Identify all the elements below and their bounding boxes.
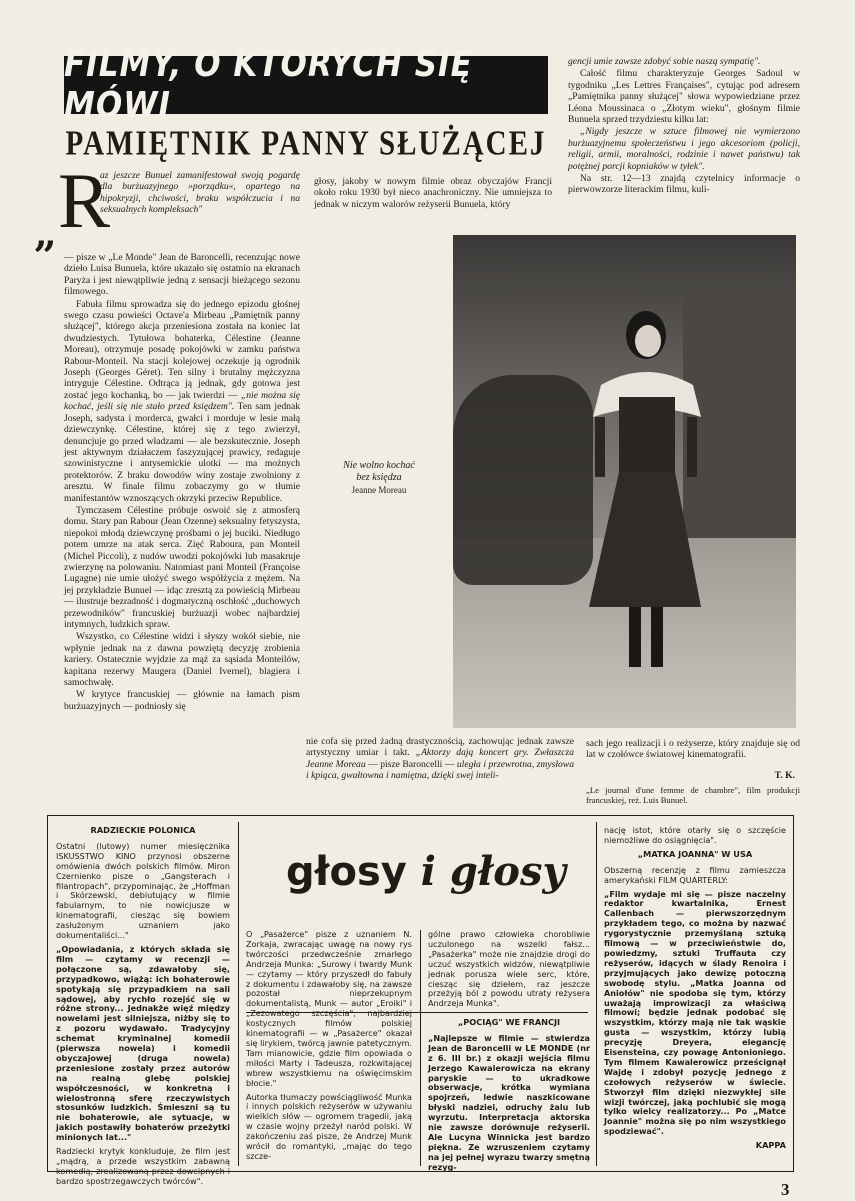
col1-paragraph-2-quote: „nie można się kochać, jeśli się nie stało przed księdzem".	[64, 389, 300, 413]
box-column-4: nację istot, które otarły się o szczęście niemożliwe do osiągnięcia". „MATKA JOANNA" W USA Obszerną recenzję z filmu zamieszcza amerykański FILM QUARTERLY: „Film wydaje mi się — pisze naczelny redaktor kwartalnika, Ernest Callenbach — pierwszorzędnym przykładem tego, co można by nazwać rygorystycznie przemyślaną sztuką filmową — w przeciwieństwie do, powiedzmy, sztuki Truffauta czy reżyserów, idących w ślady Renoira i przyjmujących jako dewizę potoczną swobodę stylu. „Matka Joanna od Aniołów" nie spodoba się tym, którzy uważają improwizacji za właściwą filmowi; będzie jednak podobać się wszystkim, którzy mają nie tak wąskie gusta — wszystkim, którzy lubią precyzję Dreyera, elegancję Eisensteina, czy powagę Antonioniego. Tym filmem Kawalerowicz prześcignął Wajdę i zdobył pozycję jednego z czołowych reżyserów w świecie. Stworzył film dzięki niezwykłej sile wizji twórczej, jaką pochlubić się mogą tylko wielcy realizatorzy... Po „Matce Joannie" można się po nim wszystkiego spodziewać". KAPPA	[604, 825, 786, 1151]
lead-rest: — pisze w „Le Monde" Jean de Baroncelli, recenzując nowe dzieło Luisa Bunuela, które ukazało się ostatnio na ekranach Paryża i jest niewątpliwie jedną z sensacji bieżącego sezonu filmowego.	[64, 252, 300, 298]
article-title: PAMIĘTNIK PANNY SŁUŻĄCEJ	[65, 124, 547, 164]
article-column-2-bottom: nie cofa się przed żadną drastycznością, zachowując jednak zawsze artystyczny umiar i takt. „Aktorzy dają koncert gry. Zwłaszcza Jeanne Moreau — pisze Baroncelli — uległa i przewrotna, zmysłowa i kpiąca, gwałtowna i namiętna, dzięki swej inteli-	[306, 736, 574, 782]
photo-caption: Nie wolno kochać bez księdza Jeanne Moreau	[343, 460, 415, 495]
drop-cap: R	[58, 157, 111, 244]
page-number: 3	[781, 1180, 790, 1199]
section-banner-text: FILMY, O KTÓRYCH SIĘ MÓWI	[64, 43, 473, 127]
col1-paragraph-5: W krytyce francuskiej — głównie na łamach pism burżuazyjnych — podniosły się	[64, 689, 300, 712]
col1-paragraph-3: Tymczasem Célestine próbuje oswoić się z atmosferą domu. Stary pan Rabour (Jean Ozenne) seksualny fetyszysta, niepokoi młodą dziewczynę prośbami o jej buciki. Niedługo potem umrze na atak serca. Zięć Raboura, pan Monteil (Michel Piccoli), z nudów uwodzi pokojówki lub masakruje zwierzynę na polowaniu. Natomiast pani Monteil (Françoise Lugagne) nie umie ułożyć swego współżycia z mężem. Na jej przykładzie Bunuel — idąc zresztą za powieścią Mirbeau — ilustruje bezradność i dogmatyczną oschłość „duchowych przewodników" francuskiej burżuazji wobec najbardziej intymnych, ludzkich spraw.	[64, 504, 300, 630]
col1-paragraph-4: Wszystko, co Célestine widzi i słyszy wokół siebie, nie wpłynie jednak na z dawna powziętą decyzję zrobienia kariery. Ostatecznie wyjdzie za mąż za sąsiada Monteilów, kapitana rezerwy Maugera (Daniel Ivernel), blagiera i samochwałę.	[64, 631, 300, 689]
actress-shadow	[453, 375, 593, 585]
box-column-2: O „Pasażerce" pisze z uznaniem N. Zorkaja, zwracając uwagę na nowy rys twórczości przedwcześnie zmarłego Andrzeja Munka: „Surowy i twardy Munk — czytamy — który przyszedł do fabuły z dokumentu i zdawałoby się, na zawsze pozostał nieprzekupnym dokumentalistą, Munk — autor „Eroiki" i „Zezowatego szczęścia", najbardziej kostycznych filmów polskiej kinematografii — w „Pasażerce" okazał się lirykiem, twórcą jawnie patetycznym. Tam mianowicie, gdzie film opowiada o miłości Marty i Tadeusza, rozkwitającej wbrew wszystkiemu na oświęcimskim błocie." Autorka tłumaczy powściągliwość Munka i innych polskich reżyserów w używaniu wielkich słów — ogromem tragedii, jaką w czasie wojny przeżył naród polski. W zakończeniu zaś pisze, że Andrzej Munk wrócił do romantyki, „mając do tego szcze-	[246, 929, 412, 1161]
box-column-3: gólne prawo człowieka chorobliwie uczulonego na wszelki fałsz... „Pasażerka" może nie znajdzie drogi do uczuć wszystkich widzów, niewątpliwie jednak porusza wiele serc, które, ciesząc się dziełem, raz jeszcze przeżyją ból z powodu utraty reżysera Andrzeja Munka".	[428, 929, 590, 1009]
article-column-1-body	[64, 252, 300, 797]
article-column-2-top: głosy, jakoby w nowym filmie obraz obyczajów Francji około roku 1930 był nieco anachroniczny. Nie umniejsza to jednak w niczym walorów reżyserii Bunuela, który	[314, 176, 552, 210]
box-column-1: RADZIECKIE POLONICA Ostatni (lutowy) numer miesięcznika ISKUSSTWO KINO przynosi obszerne omówienia dwóch polskich filmów. Miron Czernienko pisze o „Gangsterach i filantropach", przypominając, że „Hoffman i Skórzewski, debiutujący w filmie fabularnym, to nie nowicjusze w kinematografii, ciesząc się bowiem zasłużonym uznaniem jako dokumentaliści..." „Opowiadania, z których składa się film — czytamy w recenzji — połączone są, zdawałoby się, przypadkowo, wiążą: ich bohaterowie spotykają się przypadkiem na sali sądowej, aby rychło rozejść się w różne strony... Jednakże więź między nowelami jest silniejsza, niżby się to z pozoru wydawało. Tradycyjny schemat kryminalnej komedii (pierwsza nowela) i komedii obyczajowej (druga nowela) przeniesione zostały przez autorów na realną glebę polskiej współczesności, w konkretną i wielostronną sferę rzeczywistych stosunków ludzkich. Śmieszni są tu nie bohaterowie, ale sytuacje, w jakich postawiły bohaterów przeżytki minionych lat..." Radziecki krytyk konkluduje, że film jest „mądrą, a przede wszystkim zabawną komedią, zrealizowaną przez dowcipnych i bardzo spostrzegawczych twórców".	[56, 825, 230, 1186]
article-column-3-top: gencji umie zawsze zdobyć sobie naszą sympatię". Całość filmu charakteryzuje Georges Sadoul w tygodniku „Les Lettres Françaises", cytując pod adresem „Pamiętnika panny służącej" słowa wypowiedziane przez Léona Moussinaca o „Złotym wieku", głośnym filmie Bunuela sprzed trzydziestu kilku lat: „Nigdy jeszcze w sztuce filmowej nie wymierzono burżuazyjnemu społeczeństwu i jego akcesoriom (policji, religii, armii, moralności, rodzinie i nawet państwu) tak potężnej porcji kopniaków w tyłek". Na str. 12—13 znajdą czytelnicy informacje o pierwowzorze literackim filmu, kuli-	[568, 56, 800, 196]
glosy-heading: głosy i głosy	[286, 848, 566, 895]
col1-paragraph-2-end: Ten sam jednak Joseph, sadysta i morderca, gwałci i morduje w lesie małą dziewczynkę. Célestine, której się z tego zwierzył, denuncjuje go przed władzami — ale bezskutecznie. Joseph jest aktywnym działaczem faszyzującej prawicy, redaguje szowinistyczne i antysemickie ulotki — ma możnych protektorów. Z braku dowodów winy zostaje zwolniony z aresztu. W finale filmu zobaczymy go w tłumie manifestantów wznoszących okrzyki przeciw Republice.	[64, 401, 301, 504]
col1-paragraph-2: Fabuła filmu sprowadza się do jednego epizodu głośnej swego czasu powieści Octave'a Mirbeau „Pamiętnik panny służącej", którego akcja przeniesiona została na koniec lat dwudziestych. Tytułowa bohaterka, Célestine (Jeanne Moreau), otrzymuje posadę pokojówki w zamku państwa Rabour-Monteil. Na stacji kolejowej oczekuje ją ogrodnik Joseph (Georges Géret). Ten silny i brutalny mężczyzna intryguje Célestine. Odtrąca ją jednak, gdy gotowa jest zostać jego kochanką, bo — jak twierdzi —	[64, 298, 300, 401]
article-column-3-bottom: sach jego realizacji i o reżyserze, który znajduje się od lat w czołówce światowej kinematografii.	[586, 738, 800, 761]
lead-italic: az jeszcze Bunuel zamanifestował swoją pogardę dla burżuazyjnego »porządku«, opartego na hipokryzji, chciwości, braku współczucia i na seksualnych kompleksach"	[100, 170, 300, 216]
film-still-photo	[453, 235, 796, 728]
opening-quote-mark: „	[34, 210, 58, 257]
box-column-3-lower: „POCIĄG" WE FRANCJI „Najlepsze w filmie — stwierdza Jean de Baroncelli w LE MONDE (nr z 6. III br.) z okazji wejścia filmu Jerzego Kawalerowicza na ekrany paryskie — to ukradkowe obserwacje, krótka wymiana spojrzeń, ledwie naszkicowane błyski nadziei, odruchy żalu lub wyrzutu. Interpretacja aktorska nie zawsze dorównuje reżyserii. Ale Lucyna Winnicka jest bardzo piękna. Ze wzruszeniem czytamy na jej pełnej wyrazu twarzy smętną rezyg-	[428, 1017, 590, 1172]
author-signature: T. K.	[774, 770, 795, 781]
footnote: „Le journal d'une femme de chambre", film produkcji francuskiej, reż. Luis Bunuel.	[586, 785, 800, 805]
section-banner	[64, 43, 548, 127]
actress-figure-illustration	[581, 307, 711, 687]
